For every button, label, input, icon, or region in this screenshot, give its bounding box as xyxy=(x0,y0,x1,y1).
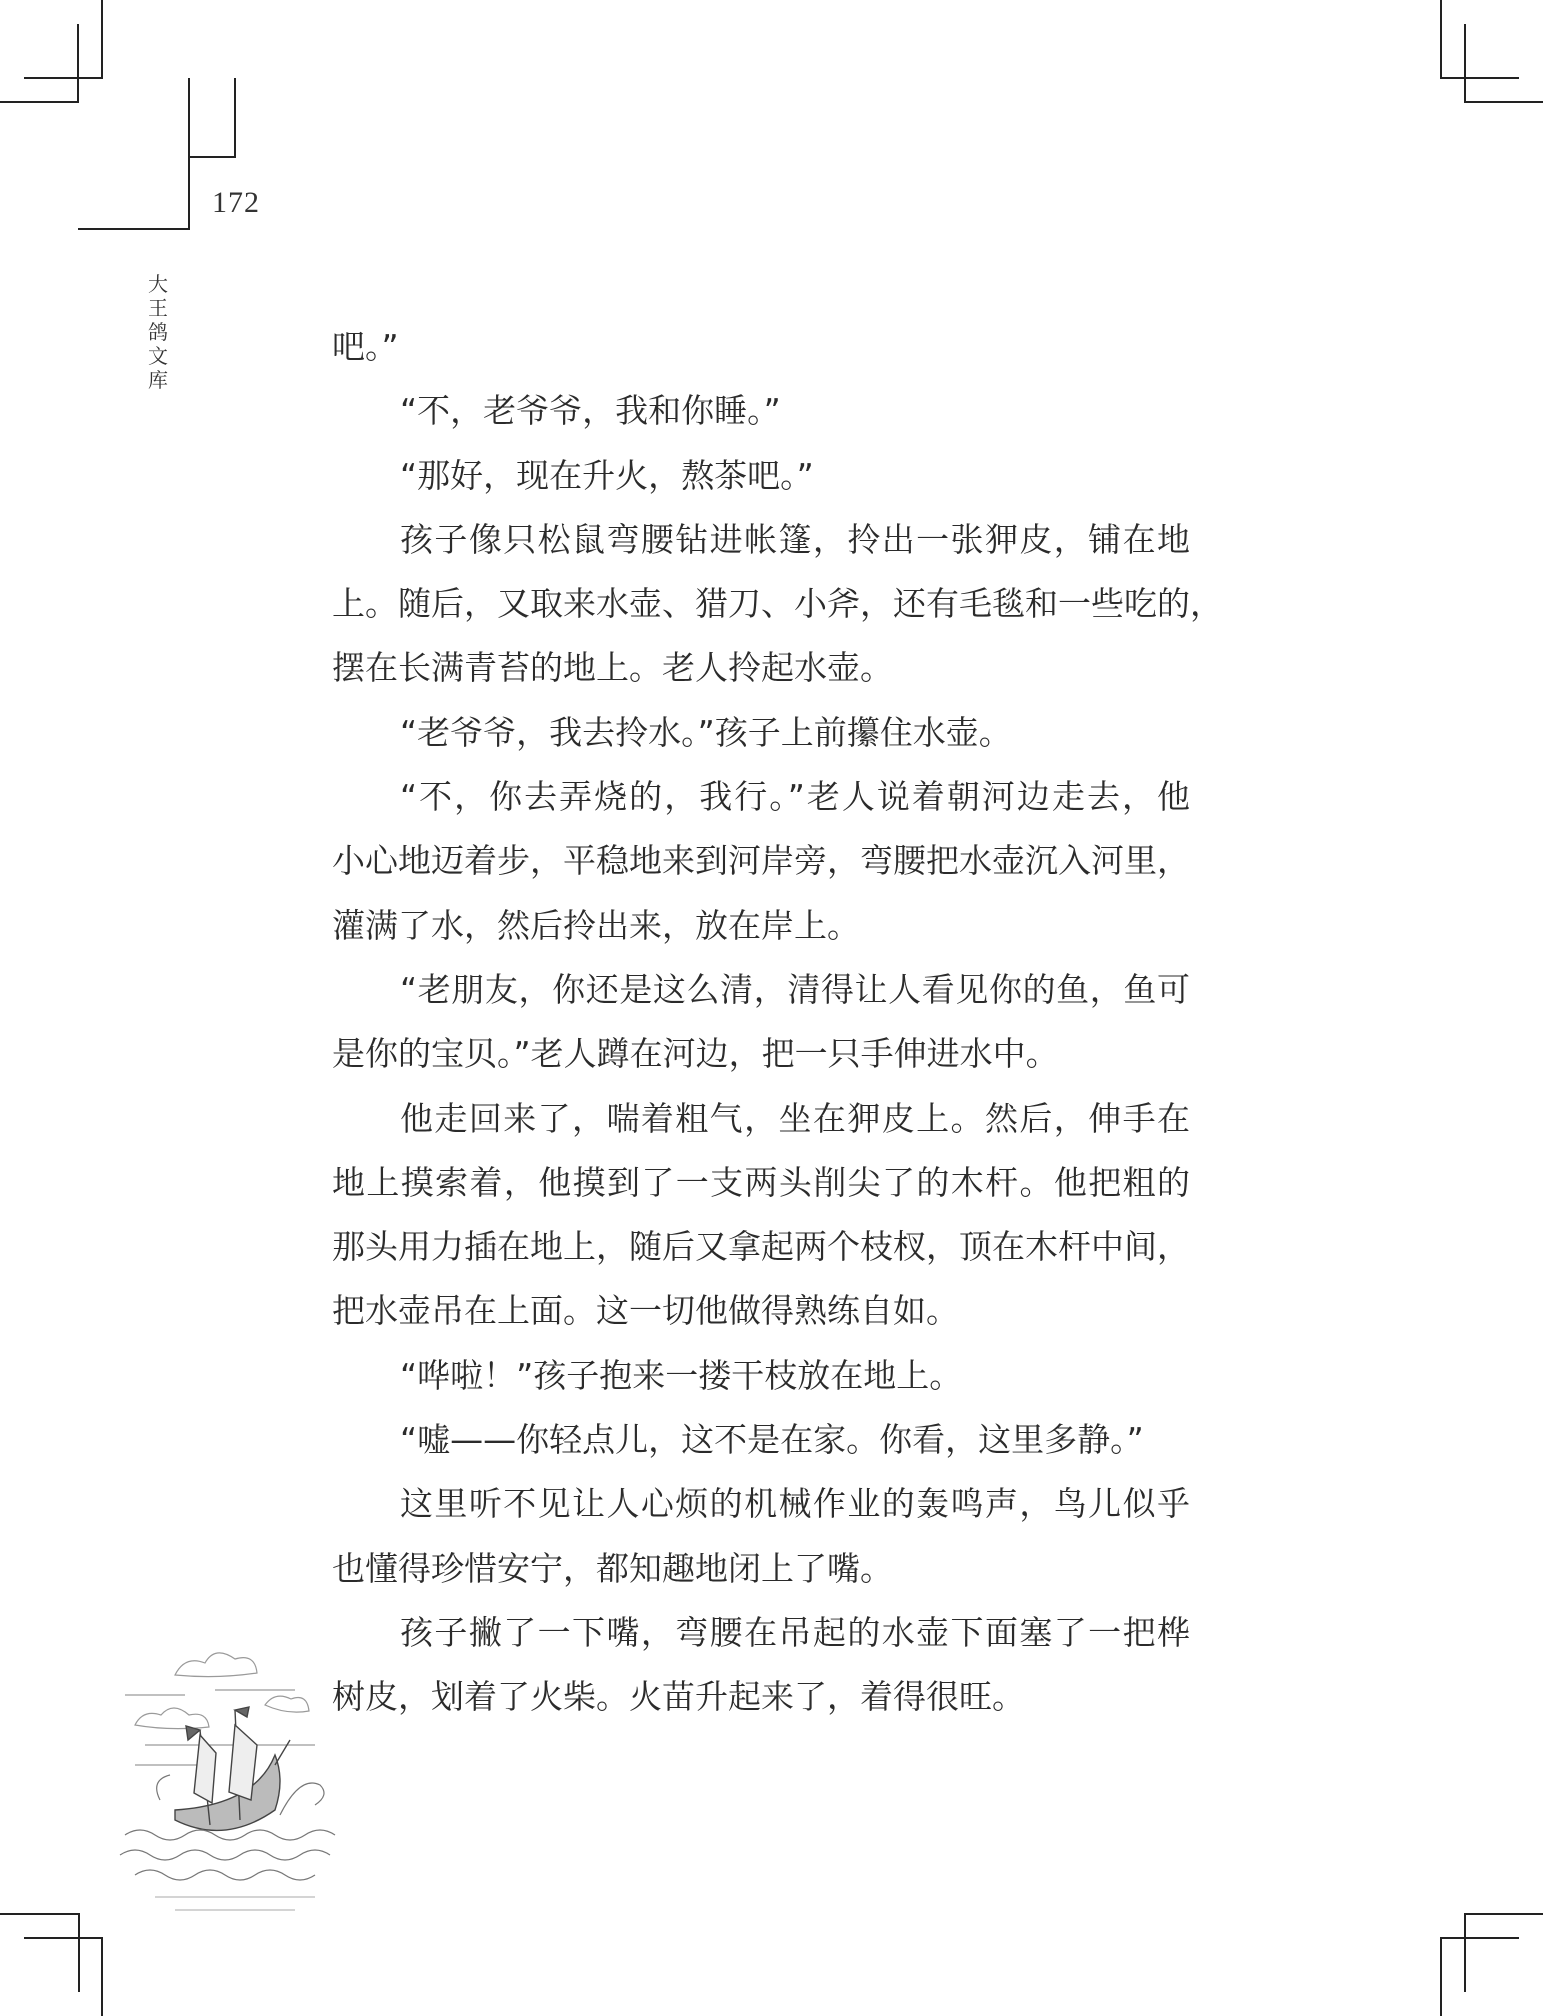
crop-line xyxy=(1440,1937,1442,2016)
crop-line xyxy=(0,101,79,103)
crop-line xyxy=(78,1913,80,1992)
text-line: 小心地迈着步，平稳地来到河岸旁，弯腰把水壶沉入河里， xyxy=(332,841,1190,881)
text-line: 这里听不见让人心烦的机械作业的轰鸣声，鸟儿似乎 xyxy=(400,1484,1190,1524)
crop-line xyxy=(1440,1937,1519,1939)
text-line: 地上摸索着，他摸到了一支两头削尖了的木杆。他把粗的 xyxy=(332,1162,1190,1202)
text-line: 是你的宝贝。”老人蹲在河边，把一只手伸进水中。 xyxy=(332,1034,1059,1074)
text-line: 那头用力插在地上，随后又拿起两个枝杈，顶在木杆中间， xyxy=(332,1227,1190,1267)
text-line: “哗啦！”孩子抱来一搂干枝放在地上。 xyxy=(400,1355,963,1395)
crop-line xyxy=(1440,0,1442,79)
series-title-char: 文 xyxy=(148,344,168,368)
header-line xyxy=(234,78,236,158)
text-line: “老朋友，你还是这么清，清得让人看见你的鱼，鱼可 xyxy=(400,969,1190,1009)
crop-line xyxy=(101,1937,103,2016)
text-line: 也懂得珍惜安宁，都知趣地闭上了嘴。 xyxy=(332,1548,893,1588)
text-line: “那好，现在升火，熬茶吧。” xyxy=(400,455,814,495)
header-line xyxy=(188,156,236,158)
text-line: “嘘——你轻点儿，这不是在家。你看，这里多静。” xyxy=(400,1420,1144,1460)
crop-line xyxy=(1464,24,1466,103)
series-title-char: 鸽 xyxy=(148,320,168,344)
text-line: 摆在长满青苔的地上。老人拎起水壶。 xyxy=(332,648,893,688)
header-line xyxy=(78,228,190,230)
text-line: 把水壶吊在上面。这一切他做得熟练自如。 xyxy=(332,1291,959,1331)
header-line xyxy=(188,78,190,230)
crop-line xyxy=(101,0,103,79)
crop-line xyxy=(1464,1913,1543,1915)
text-line: 吧。” xyxy=(332,327,399,366)
text-line: “不，你去弄烧的，我行。”老人说着朝河边走去，他 xyxy=(400,777,1190,817)
crop-line xyxy=(24,1937,103,1939)
text-line: 上。随后，又取来水壶、猎刀、小斧，还有毛毯和一些吃的， xyxy=(332,584,1223,624)
text-line: 树皮，划着了火柴。火苗升起来了，着得很旺。 xyxy=(332,1677,1025,1717)
crop-line xyxy=(1464,101,1543,103)
crop-line xyxy=(1464,1913,1466,1992)
text-line: “不，老爷爷，我和你睡。” xyxy=(400,391,781,431)
page-number: 172 xyxy=(212,186,260,219)
text-line: “老爷爷，我去拎水。”孩子上前攥住水壶。 xyxy=(400,712,1012,752)
text-line: 他走回来了，喘着粗气，坐在狎皮上。然后，伸手在 xyxy=(400,1098,1190,1138)
body-text xyxy=(332,315,1223,1730)
series-title-char: 大 xyxy=(148,272,168,296)
series-title xyxy=(146,272,170,392)
crop-line xyxy=(77,24,79,103)
crop-line xyxy=(1440,77,1519,79)
text-line: 孩子像只松鼠弯腰钻进帐篷，拎出一张狎皮，铺在地 xyxy=(400,519,1190,559)
crop-line xyxy=(0,1913,80,1915)
series-title-char: 库 xyxy=(148,368,168,392)
text-line: 灌满了水，然后拎出来，放在岸上。 xyxy=(332,905,860,945)
text-line: 孩子撇了一下嘴，弯腰在吊起的水壶下面塞了一把桦 xyxy=(400,1612,1190,1652)
series-title-char: 王 xyxy=(148,296,168,320)
ship-illustration xyxy=(115,1635,355,1920)
crop-line xyxy=(24,77,103,79)
